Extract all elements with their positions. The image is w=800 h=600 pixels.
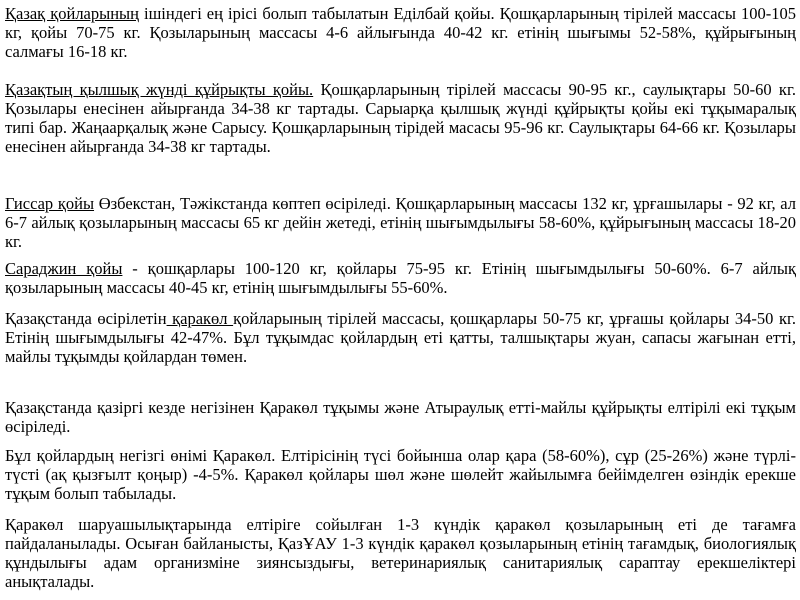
paragraph-text: Қаракөл шаруашылықтарында елтіріге сойылған 1-3 күндік қаракөл қозыларының еті де тағамға пайдаланылады. Осыған байланысты, ҚазҰАУ 1-3 күндік қаракөл қозыларының етінің тағамдық, биологиялық құндылығы адам организміне зиянсыздығы, ветеринариялық санитариялық сараптау ерекшеліктері анықталады. (5, 515, 796, 591)
paragraph-two-breeds (5, 398, 796, 436)
paragraph-text: қойларының тірілей массасы, қошқарлары 50-75 кг, ұрғашы қойлары 34-50 кг. Етінің шығымдылығы 42-47%. Бұл тұқымдас қойлардың еті қатты, талшықтары жуан, сапасы жағынан етті, майлы тұқымды қойлардан төмен. (5, 309, 796, 366)
underlined-term-gissar: Гиссар қойы (5, 194, 95, 213)
paragraph-text: Өзбекстан, Тәжікстанда көптеп өсіріледі. Қошқарларының массасы 132 кг, ұрғашылары - 92 кг, ал 6-7 айлық қозыларының массасы 65 кг дейін жетеді, етінің шығымдылығы 58-60%, құйрығының массасы 18-20 кг. (5, 194, 796, 251)
paragraph-text: Бұл қойлардың негізгі өнімі Қаракөл. Елтірісінің түсі бойынша олар қара (58-60%), сұр (25-26%) және түрлі-түсті (ақ қызғылт қоңыр) -4-5%. Қаракөл қойлары шөл және шөлейт жайылымға бейімделген өзіндік ерекше тұқым болып табылады. (5, 446, 796, 503)
paragraph-karakul (5, 309, 796, 366)
paragraph-text: Қошқарларының тірілей массасы 90-95 кг., саулықтары 50-60 кг. Қозылары енесінен айырғанда 34-38 кг тартады. Сарыарқа қылшық жүнді құйрықты қойы екі тұқымаралық типі бар. Жаңаарқалық және Сарысу. Қошқарларының тірідей масасы 95-96 кг. Саулықтары 64-66 кг. Қозылары енесінен айырғанда 34-38 кг тартады. (5, 80, 796, 156)
paragraph-karakul-meat (5, 515, 796, 591)
paragraph-text: - қошқарлары 100-120 кг, қойлары 75-95 кг. Етінің шығымдылығы 50-60%. 6-7 айлық қозыларының массасы 40-45 кг, етінің шығымдылығы 55-60%. (5, 259, 796, 297)
paragraph-text: ішіндегі ең ірісі болып табылатын Еділбай қойы. Қошқарларының тірілей массасы 100-105 кг, қойы 70-75 кг. Қозыларының массасы 4-6 айлығында 40-42 кг. етінің шығымы 52-58%, құйрығының салмағы 16-18 кг. (5, 4, 796, 61)
paragraph-text: Қазақстанда қазіргі кезде негізінен Қаракөл тұқымы және Атыраулық етті-майлы құйрықты елтірілі екі тұқым өсіріледі. (5, 398, 796, 436)
paragraph-saradzhin (5, 259, 796, 297)
paragraph-coarse-wool-sheep (5, 80, 796, 156)
paragraph-text: Қазақстанда өсірілетін (5, 309, 167, 328)
underlined-term-kazakh-sheep: Қазақ қойларының (5, 4, 139, 23)
underlined-term-coarse-wool-sheep: Қазақтың қылшық жүнді құйрықты қойы. (5, 80, 314, 99)
paragraph-karakul-product (5, 446, 796, 503)
paragraph-gissar (5, 194, 796, 251)
underlined-term-karakul: қаракөл (166, 309, 234, 328)
paragraph-edilbay (5, 4, 796, 61)
underlined-term-saradzhin: Сараджин қойы (5, 259, 123, 278)
